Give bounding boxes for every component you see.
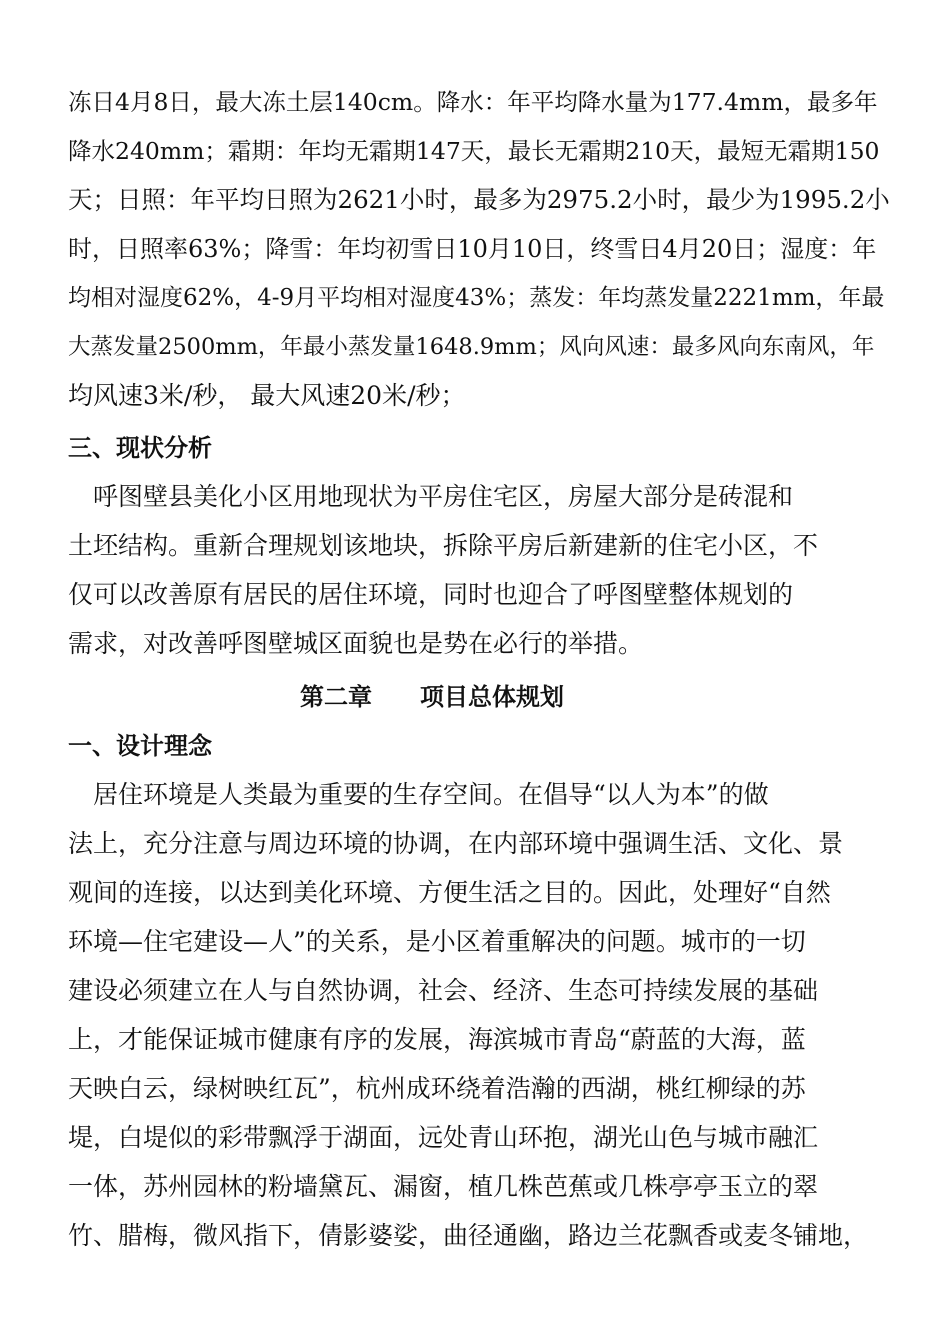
paragraph-line: 堤，白堤似的彩带飘浮于湖面，远处青山环抱，湖光山色与城市融汇 xyxy=(68,1123,819,1152)
paragraph-line: 环境—住宅建设—人”的关系，是小区着重解决的问题。城市的一切 xyxy=(68,927,806,956)
section-heading-status-analysis: 三、现状分析 xyxy=(68,434,212,462)
paragraph-line: 竹、腊梅，微风指下，倩影婆娑，曲径通幽，路边兰花飘香或麦冬铺地， xyxy=(68,1221,869,1250)
paragraph-line: 需求，对改善呼图壁城区面貌也是势在必行的举措。 xyxy=(68,629,644,658)
paragraph-line: 居住环境是人类最为重要的生存空间。在倡导“以人为本”的做 xyxy=(68,780,769,809)
paragraph-line: 均相对湿度62%，4-9月平均相对湿度43%；蒸发：年均蒸发量2221mm，年最 xyxy=(68,285,885,311)
paragraph-line: 降水240mm；霜期：年均无霜期147天，最长无霜期210天，最短无霜期150 xyxy=(68,137,880,165)
paragraph-line: 天映白云，绿树映红瓦”，杭州成环绕着浩瀚的西湖，桃红柳绿的苏 xyxy=(68,1074,806,1103)
paragraph-line: 一体，苏州园林的粉墙黛瓦、漏窗，植几株芭蕉或几株亭亭玉立的翠 xyxy=(68,1172,819,1201)
paragraph-line: 仅可以改善原有居民的居住环境，同时也迎合了呼图壁整体规划的 xyxy=(68,580,794,609)
paragraph-line: 呼图壁县美化小区用地现状为平房住宅区，房屋大部分是砖混和 xyxy=(68,482,794,511)
chapter-name: 项目总体规划 xyxy=(420,683,564,711)
paragraph-line: 冻日4月8日，最大冻土层140cm。降水：年平均降水量为177.4mm，最多年 xyxy=(68,88,878,116)
paragraph-line: 观间的连接，以达到美化环境、方便生活之目的。因此，处理好“自然 xyxy=(68,878,831,907)
paragraph-line: 大蒸发量2500mm，年最小蒸发量1648.9mm；风向风速：最多风向东南风，年 xyxy=(68,334,875,360)
paragraph-line: 时，日照率63%；降雪：年均初雪日10月10日，终雪日4月20日；湿度：年 xyxy=(68,235,877,263)
paragraph-line: 天；日照：年平均日照为2621小时，最多为2975.2小时，最少为1995.2小 xyxy=(68,185,890,214)
chapter-title xyxy=(300,673,564,721)
paragraph-line: 上，才能保证城市健康有序的发展，海滨城市青岛“蔚蓝的大海，蓝 xyxy=(68,1025,806,1054)
paragraph-line: 土坯结构。重新合理规划该地块，拆除平房后新建新的住宅小区，不 xyxy=(68,531,819,560)
paragraph-line: 建设必须建立在人与自然协调，社会、经济、生态可持续发展的基础 xyxy=(68,976,819,1005)
section-heading-design-concept: 一、设计理念 xyxy=(68,732,212,760)
paragraph-line: 均风速3米/秒， 最大风速20米/秒； xyxy=(68,381,466,410)
chapter-number: 第二章 xyxy=(300,683,372,711)
paragraph-line: 法上，充分注意与周边环境的协调，在内部环境中强调生活、文化、景 xyxy=(68,829,844,858)
